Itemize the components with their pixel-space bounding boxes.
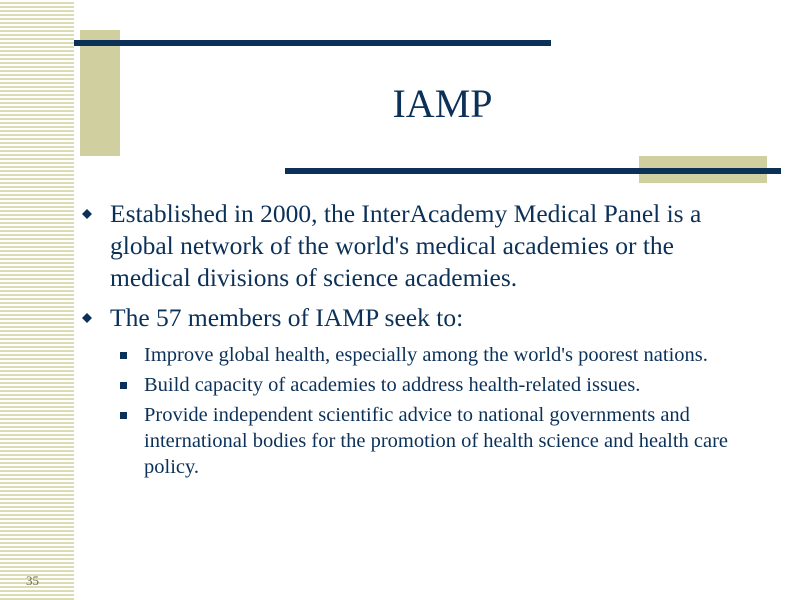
slide-title: IAMP xyxy=(392,81,493,126)
bullet-text: Established in 2000, the InterAcademy Medical Panel is a global network of the world's medical academies or the medical divisions of science academies. xyxy=(110,199,702,292)
bullet-item xyxy=(80,302,760,334)
top-rule xyxy=(74,40,551,46)
sub-bullet-text: Build capacity of academies to address health-related issues. xyxy=(144,374,641,396)
diamond-bullet-icon xyxy=(82,313,92,323)
page-number: 35 xyxy=(26,573,39,588)
sub-bullet-text: Provide independent scientific advice to national governments and international bodies for the promotion of health science and health care policy. xyxy=(144,404,729,478)
decorative-stripes xyxy=(0,0,74,600)
sub-bullet-item xyxy=(80,372,760,398)
diamond-bullet-icon xyxy=(82,209,92,219)
bottom-rule xyxy=(285,168,781,174)
square-bullet-icon xyxy=(120,382,127,389)
sub-bullet-item xyxy=(80,342,760,368)
square-bullet-icon xyxy=(120,352,127,359)
sub-bullet-text: Improve global health, especially among the world's poorest nations. xyxy=(144,344,708,366)
bullet-text: The 57 members of IAMP seek to: xyxy=(110,303,464,332)
slide-content xyxy=(80,198,760,484)
sub-bullet-item xyxy=(80,402,760,480)
bullet-item xyxy=(80,198,760,294)
decorative-block-left xyxy=(80,30,120,156)
square-bullet-icon xyxy=(120,412,127,419)
